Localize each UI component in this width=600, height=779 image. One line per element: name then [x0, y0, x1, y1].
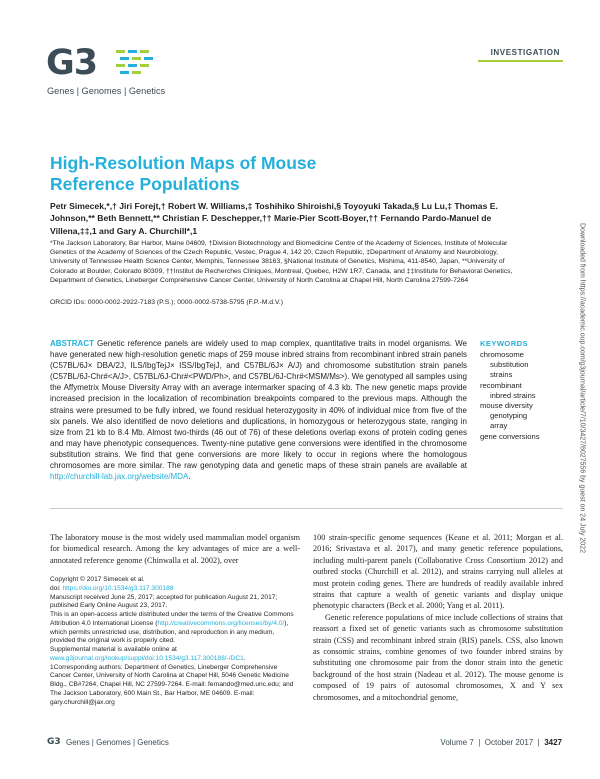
article-title: High-Resolution Maps of Mouse Reference Populations — [50, 153, 317, 194]
footer-date: October 2017 — [484, 738, 534, 747]
abstract-divider — [50, 508, 563, 509]
logo-dash — [132, 57, 141, 60]
body-text-left: The laboratory mouse is the most widely used mammalian model organism for biomedical research. Among the key advantages of mice are a well-annotated reference genome (Chinwalla et al. 2002), over — [50, 533, 300, 565]
logo-dash — [116, 64, 125, 67]
footer-logo: G3 — [47, 737, 61, 747]
download-note: Downloaded from https://academic.oup.com/g3journal/article/7/10/3427/6027556 by guest on 24 July 2022 — [578, 223, 586, 553]
keyword: array — [490, 421, 508, 431]
keyword: chromosome — [480, 350, 524, 359]
supplemental — [50, 646, 300, 664]
keyword: genotyping — [490, 411, 528, 421]
license-link[interactable]: http://creativecommons.org/licenses/by/4.0/ — [157, 619, 285, 627]
supplemental-text: Supplemental material is available online at — [50, 646, 177, 653]
journal-logo: G3 — [46, 43, 98, 83]
keywords-title: KEYWORDS — [480, 339, 528, 348]
section-underline — [478, 60, 563, 62]
abstract-text: Genetic reference panels are widely used to map complex, quantitative traits in model organisms. We have generated new high-resolution genetic maps of 259 mouse inbred strains from recombinant inbred strain panels (C57BL/6J× DBA/2J, ILS/IbgTejJ× ISS/IbgTejJ, and C57BL/6J× A/J) and chromosome substitution strain panels (C57BL/6J-Chr#<A/J>, C57BL/6J-Chr#<PWD/Ph>, and C57BL/6J-Chr#<MSM/Ms>). We genotyped all samples using the Affymetrix Mouse Diversity Array with an average intermarker spacing of 4.3 kb. The new genetic maps provide increased precision in the localization of recombination breakpoints compared to the previous maps. Although the strains were presumed to be fully inbred, we found residual heterozygosity in 40% of individual mice from five of the six panels. We also identified de novo deletions and duplications, in homozygous or heterozygous state, ranging in size from 21 kb to 8.4 Mb. Almost two-thirds (46 out of 76) of these deletions overlap exons of protein coding genes and may have phenotypic consequences. Twenty-nine putative gene conversions were identified in the chromosome substitution strains. We find that gene conversions are more likely to occur in regions where the homologous chromosomes are more similar. The raw genotyping data and genetic maps of these strain panels are available at — [50, 339, 467, 471]
logo-dash — [120, 57, 129, 60]
footer-issue-info: Volume 7 | October 2017 | 3427 — [440, 738, 562, 747]
license — [50, 611, 300, 646]
license-text-end: ), which permits unrestricted use, distribution, and reproduction in any medium, provided the original work is properly cited. — [50, 619, 289, 645]
article-metadata — [50, 576, 300, 707]
footer-journal-name: Genes | Genomes | Genetics — [66, 738, 169, 747]
logo-dash — [120, 71, 129, 74]
body-text-right — [313, 532, 563, 703]
logo-dash — [140, 50, 149, 53]
copyright: Copyright © 2017 Simecek et al. — [50, 576, 145, 583]
doi-line — [50, 585, 300, 594]
logo-dashes-graphic — [116, 48, 156, 76]
keyword: mouse diversity — [480, 401, 533, 411]
download-watermark — [576, 198, 588, 578]
logo-dash — [128, 64, 137, 67]
paragraph: 100 strain-specific genome sequences (Keane et al. 2011; Morgan et al. 2016; Srivastava et al. 2017), and many genetic reference populations, including multi-parent panels (Collaborative Cross Consortium 2012) and outbred stocks (Churchill et al. 2012), and strains carrying null alleles at most protein coding genes. There are hundreds of readily available inbred strains that capture a wealth of genetic variants and display unique phenotypic characters (Beck et al. 2000; Yang et al. 2011). — [313, 533, 563, 611]
doi-prefix: doi: — [50, 584, 63, 592]
footer-volume: Volume 7 — [440, 738, 474, 747]
page-number: 3427 — [544, 738, 562, 747]
keyword: substitution — [490, 360, 529, 370]
author-list: Petr Simecek,*,† Jiri Forejt,† Robert W. Williams,‡ Toshihiko Shiroishi,§ Toyoyuki Takada,§ Lu Lu,‡ Thomas E. Johnson,** Beth Bennett,** Christian F. Deschepper,†† Marie-Pier Scott-Boyer,†† Fernando Pardo-Manuel de Villena,‡‡,1 and Gary A. Churchill*,1 — [50, 201, 498, 236]
logo-dash — [140, 64, 149, 67]
logo-dash — [132, 71, 141, 74]
license-text: This is an open-access article distributed under the terms of the Creative Commons Attribution 4.0 International License ( — [50, 611, 294, 627]
supplemental-end: . — [243, 654, 246, 662]
doi-link[interactable]: https://doi.org/10.1534/g3.117.300188 — [62, 584, 174, 592]
logo-dash — [128, 50, 137, 53]
abstract — [50, 338, 467, 482]
keyword: inbred strains — [490, 390, 536, 400]
received-dates: Manuscript received June 25, 2017; accepted for publication August 21, 2017; published Early Online August 23, 2017. — [50, 593, 278, 610]
data-link[interactable]: http://churchill-lab.jax.org/website/MDA — [50, 472, 189, 482]
supplemental-link[interactable]: www.g3journal.org/lookup/suppl/doi:10.1534/g3.117.300188/-/DC1 — [50, 654, 244, 662]
keywords-list — [480, 350, 540, 442]
paragraph: Genetic reference populations of mice include collections of strains that reassort a fixed set of genetic variants such as chromosome substitution strain (CSS) and recombinant inbred strain (RIS) panels. CSS, also known as consomic strains, combine genomes of two founder inbred strains by substituting one chromosome pair from the donor strain into the genetic background of the host strain (Nadeau et al. 2012). The mouse genome is composed of 19 pairs of autosomal chromosomes, X and Y sex chromosomes, and a mitochondrial genome, — [313, 612, 563, 702]
orcid-ids: ORCID IDs: 0000-0002-2922-7183 (P.S.); 0000-0002-5738-5795 (F.P.-M.d.V.) — [50, 299, 283, 306]
logo-dash — [116, 50, 125, 53]
corresponding-authors: 1Corresponding authors: Department of Genetics, Lineberger Comprehensive Cancer Center, University of North Carolina at Chapel Hill, 5046 Genetic Medicine Bldg., CB#7264, Chapel Hill, NC 27599-7264. E-mail: fernando@med.unc.edu; and The Jackson Laboratory, 600 Main St., Bar Harbor, ME 04609. E-mail: gary.churchill@jax.org — [50, 663, 294, 706]
keyword: recombinant — [480, 380, 522, 390]
abstract-end: . — [188, 472, 191, 482]
affiliations: *The Jackson Laboratory, Bar Harbor, Maine 04609, †Division Biotechnology and Biomedicine Centre of the Academy of Sciences, Institute of Molecular Genetics of the Academy of Sciences of the Czech Republic, Vestec, Prague 4, 142 20, Czech Republic, ‡Department of Anatomy and Neurobiology, University of Tennessee Health Science Center, Memphis, Tennessee 38163, §National Institute of Genetics, Mishima, 411-8540, Japan, **University of Colorado at Boulder, Colorado 80309, ††Institut de Recherches Cliniques, Montreal, Quebec, H2W 1R7, Canada, and ‡‡Institute for Behavioral Genetics, Department of Genetics, Lineberger Comprehensive Cancer Center, University of North Carolina at Chapel Hill, North Carolina 27599-7264 — [50, 240, 513, 284]
abstract-label: ABSTRACT — [50, 339, 94, 348]
keyword: strains — [490, 370, 513, 380]
keyword: gene conversions — [480, 431, 540, 441]
article-section-label: INVESTIGATION — [490, 48, 560, 57]
logo-dash — [144, 57, 153, 60]
journal-logo-subtitle: Genes | Genomes | Genetics — [47, 86, 166, 96]
